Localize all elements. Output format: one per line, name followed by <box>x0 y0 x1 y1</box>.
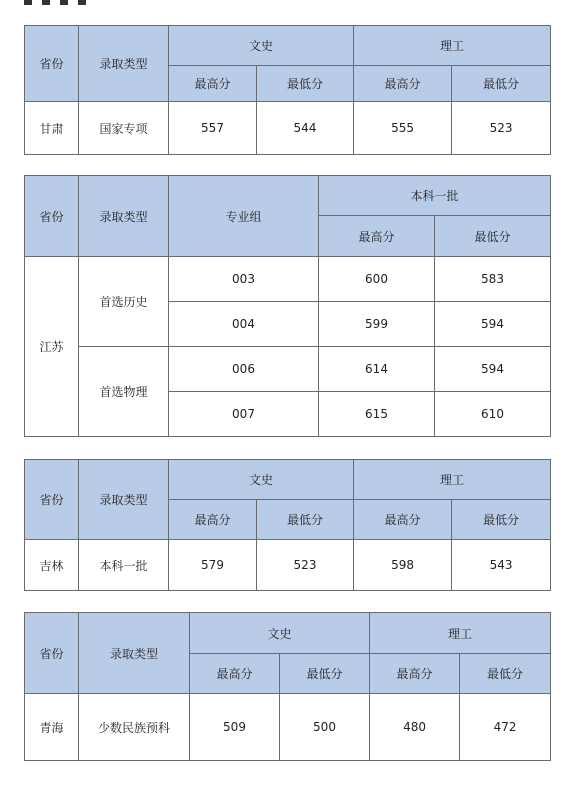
table-row <box>25 347 551 392</box>
header-major-group: 专业组 <box>169 176 319 257</box>
header-science: 理工 <box>354 26 551 66</box>
cell-max: 614 <box>319 347 435 392</box>
header-max: 最高分 <box>319 216 435 257</box>
cell-admission-type: 首选物理 <box>79 347 169 437</box>
header-science-min: 最低分 <box>460 654 551 694</box>
score-table-jiangsu <box>24 175 551 437</box>
cell-science-max: 598 <box>354 540 452 591</box>
cell-science-min: 472 <box>460 694 551 761</box>
cell-arts-max: 509 <box>190 694 280 761</box>
cell-major-group: 003 <box>169 257 319 302</box>
cell-major-group: 007 <box>169 392 319 437</box>
cut-off-text-fragment <box>24 0 184 5</box>
cell-province: 青海 <box>25 694 79 761</box>
header-arts-max: 最高分 <box>190 654 280 694</box>
cell-arts-min: 500 <box>280 694 370 761</box>
header-province: 省份 <box>25 613 79 694</box>
cell-major-group: 006 <box>169 347 319 392</box>
cell-science-min: 523 <box>452 102 551 155</box>
header-admission-type: 录取类型 <box>79 613 190 694</box>
score-table-gansu <box>24 25 551 155</box>
cell-science-max: 480 <box>370 694 460 761</box>
cell-major-group: 004 <box>169 302 319 347</box>
table-row <box>25 257 551 302</box>
cell-admission-type: 少数民族预科 <box>79 694 190 761</box>
header-arts: 文史 <box>169 26 354 66</box>
cell-min: 583 <box>435 257 551 302</box>
table-row <box>25 694 551 761</box>
header-batch: 本科一批 <box>319 176 551 216</box>
header-arts-max: 最高分 <box>169 66 257 102</box>
header-min: 最低分 <box>435 216 551 257</box>
cell-province: 江苏 <box>25 257 79 437</box>
header-arts-min: 最低分 <box>280 654 370 694</box>
score-table-qinghai <box>24 612 551 761</box>
cell-arts-max: 579 <box>169 540 257 591</box>
cell-arts-max: 557 <box>169 102 257 155</box>
header-admission-type: 录取类型 <box>79 460 169 540</box>
header-province: 省份 <box>25 176 79 257</box>
cell-arts-min: 523 <box>257 540 354 591</box>
table-row <box>25 540 551 591</box>
header-province: 省份 <box>25 460 79 540</box>
cell-science-min: 543 <box>452 540 551 591</box>
header-arts-min: 最低分 <box>257 66 354 102</box>
cell-min: 610 <box>435 392 551 437</box>
header-arts: 文史 <box>169 460 354 500</box>
header-science-max: 最高分 <box>370 654 460 694</box>
cell-province: 吉林 <box>25 540 79 591</box>
header-science: 理工 <box>370 613 551 654</box>
cell-max: 599 <box>319 302 435 347</box>
cell-admission-type: 首选历史 <box>79 257 169 347</box>
cell-province: 甘肃 <box>25 102 79 155</box>
cell-science-max: 555 <box>354 102 452 155</box>
cell-max: 600 <box>319 257 435 302</box>
header-science-min: 最低分 <box>452 66 551 102</box>
cell-arts-min: 544 <box>257 102 354 155</box>
header-admission-type: 录取类型 <box>79 176 169 257</box>
header-arts: 文史 <box>190 613 370 654</box>
header-province: 省份 <box>25 26 79 102</box>
header-arts-max: 最高分 <box>169 500 257 540</box>
cell-min: 594 <box>435 302 551 347</box>
header-admission-type: 录取类型 <box>79 26 169 102</box>
header-science: 理工 <box>354 460 551 500</box>
cell-admission-type: 本科一批 <box>79 540 169 591</box>
header-science-min: 最低分 <box>452 500 551 540</box>
score-table-jilin <box>24 459 551 591</box>
cell-min: 594 <box>435 347 551 392</box>
header-arts-min: 最低分 <box>257 500 354 540</box>
cell-admission-type: 国家专项 <box>79 102 169 155</box>
header-science-max: 最高分 <box>354 66 452 102</box>
cell-max: 615 <box>319 392 435 437</box>
table-row <box>25 102 551 155</box>
header-science-max: 最高分 <box>354 500 452 540</box>
